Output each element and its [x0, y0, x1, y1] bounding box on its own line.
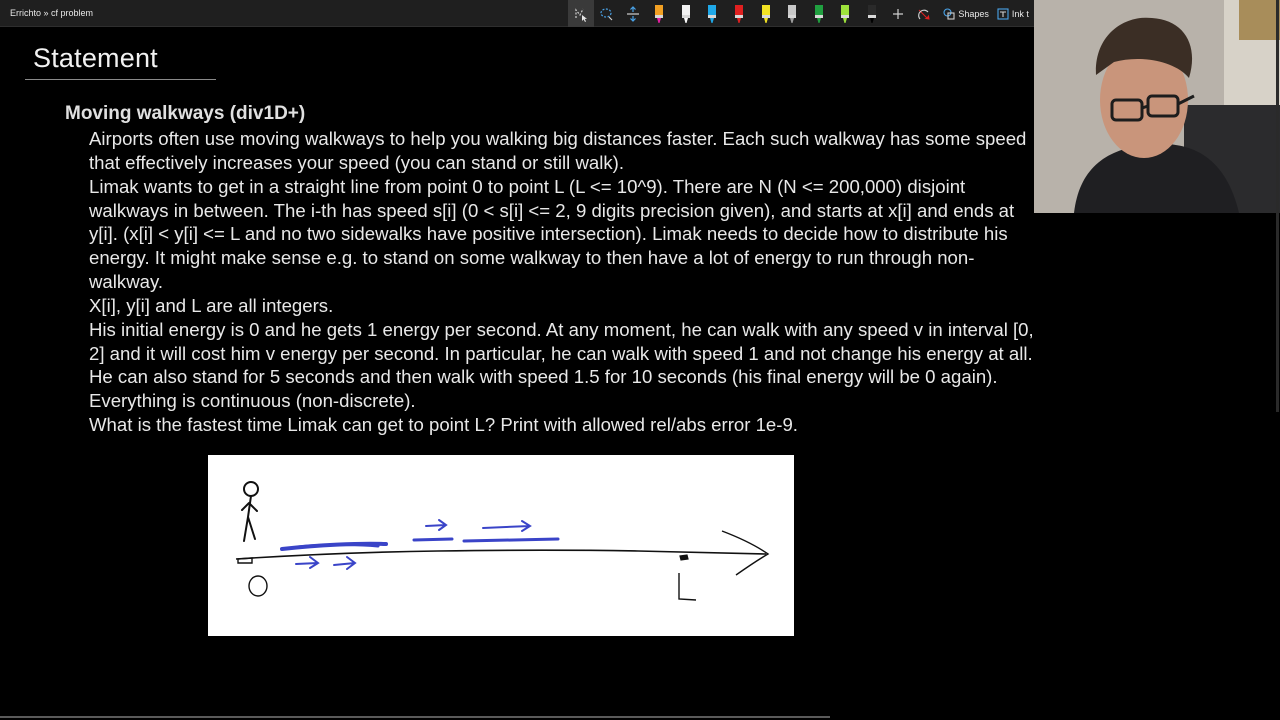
drawing-tools — [568, 0, 1037, 27]
lasso-select-icon[interactable] — [568, 0, 594, 27]
add-space-icon[interactable] — [620, 0, 646, 27]
breadcrumb[interactable]: Errichto » cf problem — [10, 8, 94, 18]
walkway-strokes — [282, 539, 558, 549]
pen-light-blue-icon[interactable] — [699, 0, 726, 27]
paragraph-question: What is the fastest time Limak can get to point L? Print with allowed rel/abs error 1e-9. — [89, 414, 798, 436]
ink-toolbar — [0, 0, 1034, 27]
lasso-icon[interactable] — [594, 0, 620, 27]
paragraph-integers: X[i], y[i] and L are all integers. — [89, 294, 334, 316]
webcam-video — [1034, 0, 1280, 213]
shapes-label: Shapes — [958, 8, 989, 19]
pen-white-icon[interactable] — [673, 0, 700, 27]
title-underline — [25, 79, 216, 80]
walkway-sketch — [208, 455, 794, 636]
vertical-scrollbar[interactable] — [1276, 0, 1279, 412]
shapes-icon — [943, 8, 955, 20]
label-zero-drawing — [249, 576, 267, 596]
stick-figure-drawing — [242, 482, 258, 541]
paragraph-energy: His initial energy is 0 and he gets 1 energy per second. At any moment, he can walk with any speed v in interval [0, 2] and it will cost him v energy per second. In particular, he can walk with speed 1 and not change his energy at all. He can also stand for 5 seconds and then walk with speed 1.5 for 10 seconds (his final energy will be 0 again). Everything is continuous (non-discrete). — [89, 318, 1034, 412]
pen-orange-icon[interactable] — [646, 0, 673, 27]
ink-to-text-icon — [997, 8, 1009, 20]
problem-statement — [89, 127, 1034, 437]
label-l-drawing — [679, 573, 696, 600]
pen-lime-icon[interactable] — [832, 0, 859, 27]
problem-title: Moving walkways (div1D+) — [65, 103, 306, 124]
shapes-button[interactable] — [937, 0, 997, 27]
pen-red-icon[interactable] — [726, 0, 753, 27]
ink-replay-icon[interactable] — [911, 0, 937, 27]
pen-gray-icon[interactable] — [779, 0, 806, 27]
ink-to-text-label: Ink t — [1011, 8, 1029, 19]
ink-to-text-button[interactable] — [997, 0, 1037, 27]
add-pen-icon[interactable] — [885, 0, 911, 27]
pen-palette — [646, 0, 885, 27]
page-title: Statement — [33, 43, 158, 73]
paragraph-limak: Limak wants to get in a straight line from point 0 to point L (L <= 10^9). There are N (N <= 200,000) disjoint walkways in between. The i-th has speed s[i] (0 < s[i] <= 2, 9 digits precision given), and starts at x[i] and ends at y[i]. (x[i] < y[i] <= L and no two sidewalks have positive intersection). Limak needs to decide how to distribute his energy. It might make sense e.g. to stand on some walkway to then have a lot of energy to run through non-walkway. — [89, 175, 1015, 293]
pen-black-icon[interactable] — [859, 0, 886, 27]
paragraph-walkways: Airports often use moving walkways to help you walking big distances faster. Each such walkway has some speed that effectively increases your speed (you can stand or still walk). — [89, 128, 1027, 173]
pen-yellow-icon[interactable] — [752, 0, 779, 27]
sketch-drawing — [208, 455, 794, 636]
webcam-frame — [1034, 0, 1280, 213]
pen-green-icon[interactable] — [806, 0, 833, 27]
horizontal-scrollbar[interactable] — [0, 716, 830, 718]
